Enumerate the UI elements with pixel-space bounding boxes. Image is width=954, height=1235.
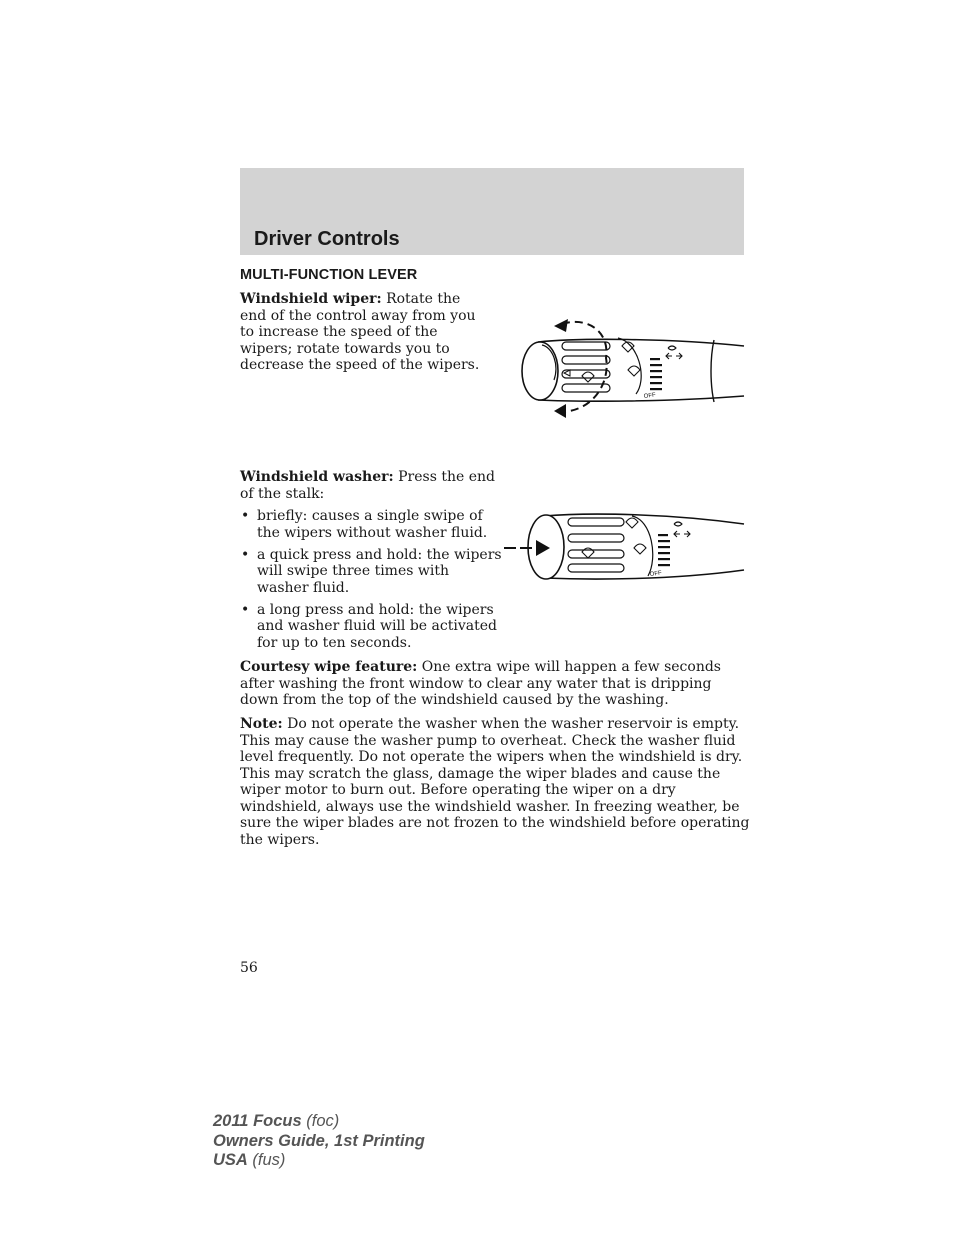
washer-paragraph: [240, 469, 498, 502]
washer-press-illustration: [502, 506, 746, 586]
section-title: MULTI-FUNCTION LEVER: [240, 267, 418, 283]
wiper-rotate-illustration: [518, 318, 746, 424]
footer-printing: Owners Guide, 1st Printing: [213, 1131, 425, 1150]
wiper-text: Rotate the end of the control away from you to increase the speed of the wipers; rotate towards you to decrease the speed of the wipers.: [240, 291, 480, 373]
footer-region: USA: [213, 1151, 248, 1169]
list-item: • a quick press and hold: the wipers will swipe three times with washer fluid.: [240, 547, 502, 597]
document-footer: [213, 1112, 425, 1171]
list-item: • briefly: causes a single swipe of the wipers without washer fluid.: [240, 508, 502, 541]
courtesy-text: One extra wipe will happen a few seconds after washing the front window to clear any water that is dripping down from the top of the windshield caused by the washing.: [240, 659, 721, 708]
footer-model: 2011 Focus: [213, 1112, 302, 1130]
note-label: Note:: [240, 716, 283, 732]
note-paragraph: [240, 716, 750, 848]
wiper-paragraph: [240, 291, 490, 374]
page-number: 56: [240, 960, 258, 976]
washer-bullet-list: [240, 508, 502, 657]
footer-model-code: (foc): [301, 1112, 340, 1130]
courtesy-label: Courtesy wipe feature:: [240, 659, 418, 675]
list-item: • a long press and hold: the wipers and washer fluid will be activated for up to ten seconds.: [240, 602, 502, 652]
chapter-header-band: [240, 168, 744, 255]
off-label-1: OFF: [643, 392, 657, 400]
off-label-2: OFF: [649, 570, 663, 578]
footer-region-code: (fus): [247, 1151, 286, 1169]
wiper-label: Windshield wiper:: [240, 291, 382, 307]
chapter-title: Driver Controls: [254, 228, 400, 250]
washer-text: Press the end of the stalk:: [240, 469, 495, 502]
note-text: Do not operate the washer when the washer reservoir is empty. This may cause the washer pump to overheat. Check the washer fluid level frequently. Do not operate the wipers when the windshield is dry. This may scratch the glass, damage the wiper blades and cause the wiper motor to burn out. Before operating the wiper on a dry windshield, always use the windshield washer. In freezing weather, be sure the wiper blades are not frozen to the windshield before operating the wipers.: [240, 716, 750, 848]
courtesy-paragraph: [240, 659, 750, 709]
washer-label: Windshield washer:: [240, 469, 394, 485]
